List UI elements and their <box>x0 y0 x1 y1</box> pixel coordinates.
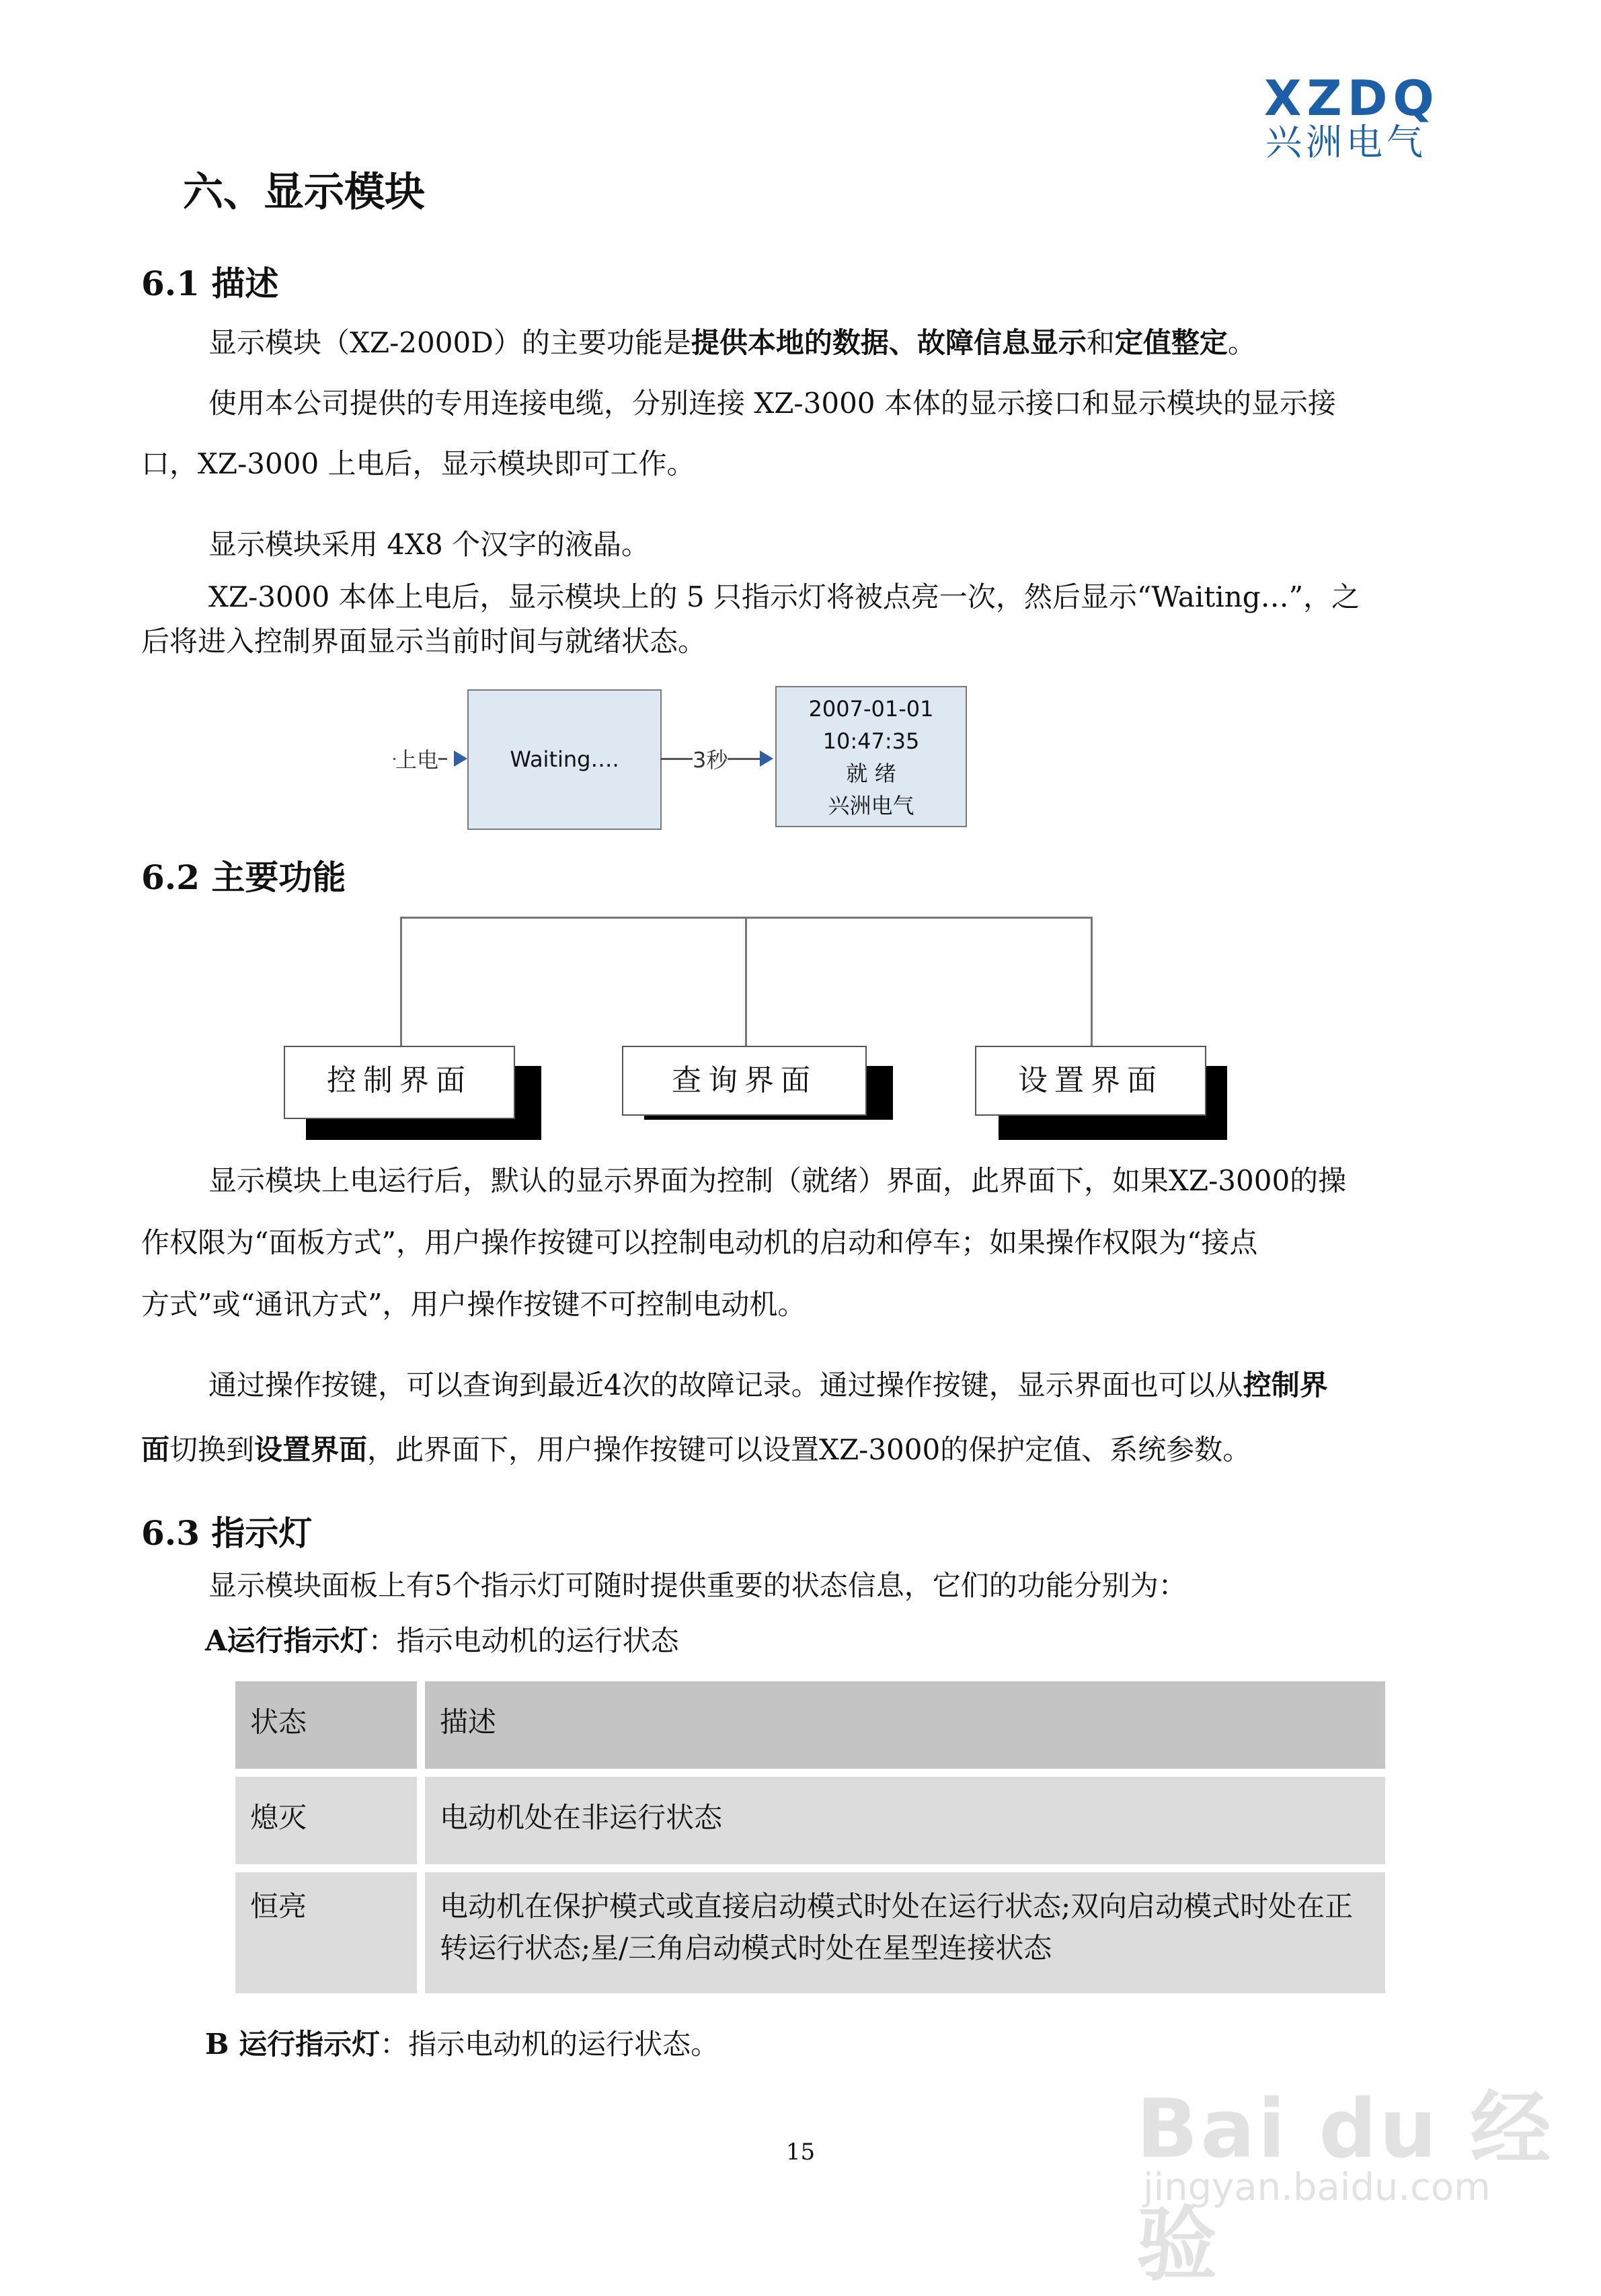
logo-latin-text: XZDQ <box>1264 70 1440 126</box>
light-a-desc: ：指示电动机的运行状态 <box>368 1624 679 1657</box>
table-header-cell: 状态 <box>235 1681 417 1769</box>
light-b-desc: ：指示电动机的运行状态。 <box>380 2028 719 2061</box>
table-cell: 电动机处在非运行状态 <box>425 1777 1385 1864</box>
screen-status: 就 绪 <box>846 761 896 786</box>
screen-time: 10:47:35 <box>822 728 920 754</box>
query-screen-box: 查询界面 <box>622 1046 867 1116</box>
text: 显示模块采用 4X8 个汉字的液晶。 <box>208 528 650 561</box>
text: 显示模块（XZ-2000D）的主要功能是 <box>208 326 691 359</box>
table-cell: 电动机在保护模式或直接启动模式时处在运行状态;双向启动模式时处在正转运行状态;星/三角启动模式时处在星型连接状态 <box>425 1872 1385 1993</box>
paragraph-6-1-cable <box>141 373 1479 494</box>
table-row <box>235 1872 1385 1993</box>
text: 方式”或“通讯方式”，用户操作按键不可控制电动机。 <box>141 1288 806 1321</box>
paragraph-6-1-lcd <box>141 514 1479 575</box>
text-bold: 控制界 <box>1243 1369 1328 1402</box>
light-a-line <box>205 1614 1543 1668</box>
page-number: 15 <box>785 2139 816 2166</box>
text: 作权限为“面板方式”，用户操作按键可以控制电动机的启动和停车；如果操作权限为“接点 <box>141 1226 1258 1259</box>
text: 口，XZ-3000 上电后，显示模块即可工作。 <box>141 447 695 480</box>
text: 和 <box>1086 326 1115 359</box>
text: XZ-3000 本体上电后，显示模块上的 5 只指示灯将被点亮一次，然后显示“Waiting…”，之 <box>208 580 1360 613</box>
text: 使用本公司提供的专用连接电缆，分别连接 XZ-3000 本体的显示接口和显示模块的显示接 <box>208 387 1336 420</box>
arrow-icon <box>760 751 773 767</box>
text: 。 <box>1227 326 1256 359</box>
paragraph-6-2-default <box>141 1150 1479 1336</box>
paragraph-6-1-startup <box>141 575 1479 664</box>
paragraph-6-2-query <box>141 1353 1479 1482</box>
screen-date: 2007-01-01 <box>808 696 934 722</box>
text: 切换到 <box>169 1433 255 1466</box>
text: 显示模块上电运行后，默认的显示界面为控制（就绪）界面，此界面下，如果XZ-3000的操 <box>208 1164 1347 1197</box>
text-bold: 定值整定 <box>1114 326 1228 359</box>
screen-brand: 兴洲电气 <box>828 793 914 818</box>
control-screen-box: 控制界面 <box>284 1046 515 1119</box>
light-b-label: B 运行指示灯 <box>205 2028 381 2061</box>
text-bold: 面 <box>141 1433 170 1466</box>
logo-chinese-text: 兴洲电气 <box>1265 121 1427 163</box>
tree-line <box>745 917 747 1048</box>
waiting-screen-box: Waiting…. <box>467 689 662 830</box>
text-bold: 设置界面 <box>254 1433 368 1466</box>
text-bold: 提供本地的数据、故障信息显示 <box>691 326 1087 359</box>
ready-screen-box <box>775 686 967 827</box>
table-cell: 熄灭 <box>235 1777 417 1864</box>
paragraph-6-3-intro <box>141 1559 1479 1613</box>
power-on-label: 上电 <box>395 743 438 774</box>
table-row <box>235 1777 1385 1864</box>
delay-label: 3秒 <box>693 743 728 774</box>
text: ，此界面下，用户操作按键可以设置XZ-3000的保护定值、系统参数。 <box>367 1433 1251 1466</box>
chapter-title: 六、显示模块 <box>183 169 425 216</box>
table-header-row <box>235 1681 1385 1769</box>
light-a-label: A运行指示灯 <box>205 1624 368 1657</box>
settings-screen-box: 设置界面 <box>975 1046 1206 1116</box>
section-heading-6-2: 6.2 主要功能 <box>141 857 346 897</box>
tree-line <box>1091 917 1093 1048</box>
tree-line <box>400 917 402 1048</box>
light-b-line <box>205 2018 1543 2071</box>
section-heading-6-1: 6.1 描述 <box>141 264 279 303</box>
text: 后将进入控制界面显示当前时间与就绪状态。 <box>141 625 707 658</box>
company-logo <box>1264 70 1479 163</box>
section-heading-6-3: 6.3 指示灯 <box>141 1513 313 1553</box>
text: 显示模块面板上有5个指示灯可随时提供重要的状态信息，它们的功能分别为： <box>208 1569 1187 1602</box>
paragraph-6-1-purpose <box>141 313 1479 373</box>
table-cell: 恒亮 <box>235 1872 417 1993</box>
table-header-cell: 描述 <box>425 1681 1385 1769</box>
text: 通过操作按键，可以查询到最近4次的故障记录。通过操作按键，显示界面也可以从 <box>208 1369 1243 1402</box>
arrow-icon <box>454 751 467 767</box>
watermark-url: jingyan.baidu.com <box>1143 2166 1491 2209</box>
watermark-brand: Bai du 经验 <box>1136 2083 1554 2292</box>
